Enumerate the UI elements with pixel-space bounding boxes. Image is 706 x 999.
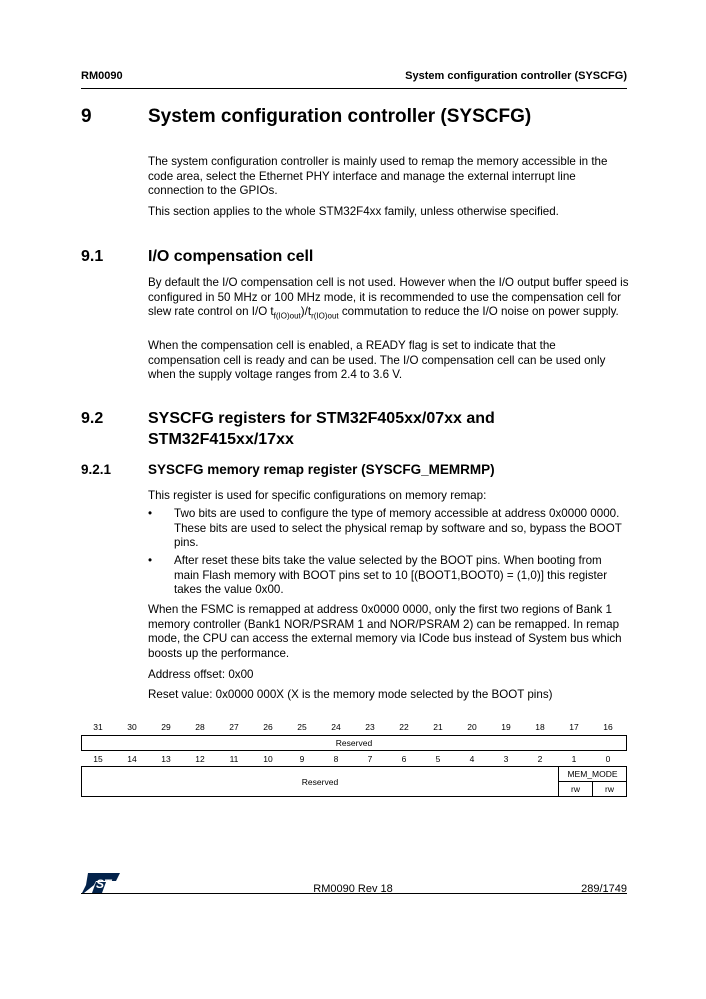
section-9-2-title: SYSCFG registers for STM32F405xx/07xx and STM32F415xx/17xx — [148, 410, 495, 448]
bit-number: 16 — [603, 722, 613, 732]
subscript-rise-time: r(IO)out — [311, 311, 339, 321]
register-upper-bit-numbers — [81, 722, 627, 734]
section-9-1-number: 9.1 — [81, 248, 104, 265]
bit-number: 19 — [501, 722, 511, 732]
bit-number: 27 — [229, 722, 239, 732]
section-9-2-1-title: SYSCFG memory remap register (SYSCFG_MEMRMP) — [148, 462, 495, 477]
bit-number: 28 — [195, 722, 205, 732]
bullet-item: After reset these bits take the value selected by the BOOT pins. When booting from main Flash memory with BOOT pins set to 10 [(BOOT1,BOOT0) = (1,0)] this register takes the value 0x00. — [174, 554, 608, 596]
bullet-marker: • — [148, 554, 153, 567]
register-field-mem-mode: MEM_MODE — [558, 766, 627, 782]
bit-number: 0 — [605, 754, 611, 764]
section-9-2-number: 9.2 — [81, 410, 104, 427]
bit-number: 12 — [195, 754, 205, 764]
bit-number: 1 — [571, 754, 577, 764]
bit-number: 25 — [297, 722, 307, 732]
bit-number: 6 — [401, 754, 407, 764]
bullet-marker: • — [148, 507, 153, 520]
subscript-fall-time: f(IO)out — [273, 311, 301, 321]
register-access-bit0: rw — [592, 781, 627, 797]
bit-number: 3 — [503, 754, 509, 764]
bit-number: 31 — [93, 722, 103, 732]
bit-number: 20 — [467, 722, 477, 732]
section-9-2-1-intro: This register is used for specific configurations on memory remap: — [148, 489, 487, 502]
bit-number: 9 — [299, 754, 305, 764]
bit-number: 18 — [535, 722, 545, 732]
bit-number: 24 — [331, 722, 341, 732]
logo-text: ST — [96, 877, 112, 891]
address-offset: Address offset: 0x00 — [148, 668, 254, 681]
section-9-1-title: I/O compensation cell — [148, 248, 314, 265]
header-rule — [81, 88, 627, 89]
footer-page-number: 289/1749 — [581, 883, 627, 895]
footer-revision: RM0090 Rev 18 — [313, 883, 393, 895]
chapter-number: 9 — [81, 106, 92, 127]
bit-number: 22 — [399, 722, 409, 732]
bit-number: 17 — [569, 722, 579, 732]
section-9-2-1-number: 9.2.1 — [81, 462, 112, 477]
register-lower-reserved: Reserved — [81, 766, 559, 797]
bit-number: 4 — [469, 754, 475, 764]
reset-value: Reset value: 0x0000 000X (X is the memory mode selected by the BOOT pins) — [148, 688, 553, 701]
bit-number: 29 — [161, 722, 171, 732]
bit-number: 26 — [263, 722, 273, 732]
bit-number: 11 — [229, 754, 239, 764]
bit-number: 15 — [93, 754, 103, 764]
section-9-1-paragraph-2: When the compensation cell is enabled, a READY flag is set to indicate that the compensation cell is ready and can be used. The I/O compensation cell can be used only when the supply voltage ranges from 2.4 to 3.6 V. — [148, 339, 606, 381]
bit-number: 5 — [435, 754, 441, 764]
bit-number: 7 — [367, 754, 373, 764]
chapter-intro-paragraph-1: The system configuration controller is mainly used to remap the memory accessible in the code area, select the Ethernet PHY interface and manage the external interrupt line connection to the GPIOs. — [148, 155, 608, 197]
bit-number: 13 — [161, 754, 171, 764]
bit-number: 14 — [127, 754, 137, 764]
bit-number: 8 — [333, 754, 339, 764]
chapter-title: System configuration controller (SYSCFG) — [148, 106, 532, 127]
header-doc-id: RM0090 — [81, 70, 123, 82]
bit-number: 21 — [433, 722, 443, 732]
section-9-2-1-fsmc-paragraph: When the FSMC is remapped at address 0x0000 0000, only the first two regions of Bank 1 memory controller (Bank1 NOR/PSRAM 1 and NOR/PSRAM 2) can be remapped. In remap mode, the CPU can access the external memory via ICode bus instead of System bus which boosts up the performance. — [148, 603, 622, 660]
bit-number: 2 — [537, 754, 543, 764]
register-upper-reserved: Reserved — [81, 735, 627, 751]
bit-number: 10 — [263, 754, 273, 764]
register-lower-bit-numbers — [81, 754, 627, 766]
chapter-intro-paragraph-2: This section applies to the whole STM32F4xx family, unless otherwise specified. — [148, 205, 559, 218]
bit-number: 30 — [127, 722, 137, 732]
register-access-bit1: rw — [558, 781, 593, 797]
bit-number: 23 — [365, 722, 375, 732]
header-section-title: System configuration controller (SYSCFG) — [405, 70, 627, 82]
bullet-item: Two bits are used to configure the type of memory accessible at address 0x0000 0000. These bits are used to select the physical remap by software and so, bypass the BOOT pins. — [174, 507, 622, 549]
section-9-1-paragraph-1: By default the I/O compensation cell is not used. However when the I/O output buffer speed is configured in 50 MHz or 100 MHz mode, it is recommended to use the compensation cell for slew rate control on I/O $t_{f(IO)out})/t_{r(IO)out}$ commutation to reduce the I/O noise on power supply. — [148, 276, 629, 321]
